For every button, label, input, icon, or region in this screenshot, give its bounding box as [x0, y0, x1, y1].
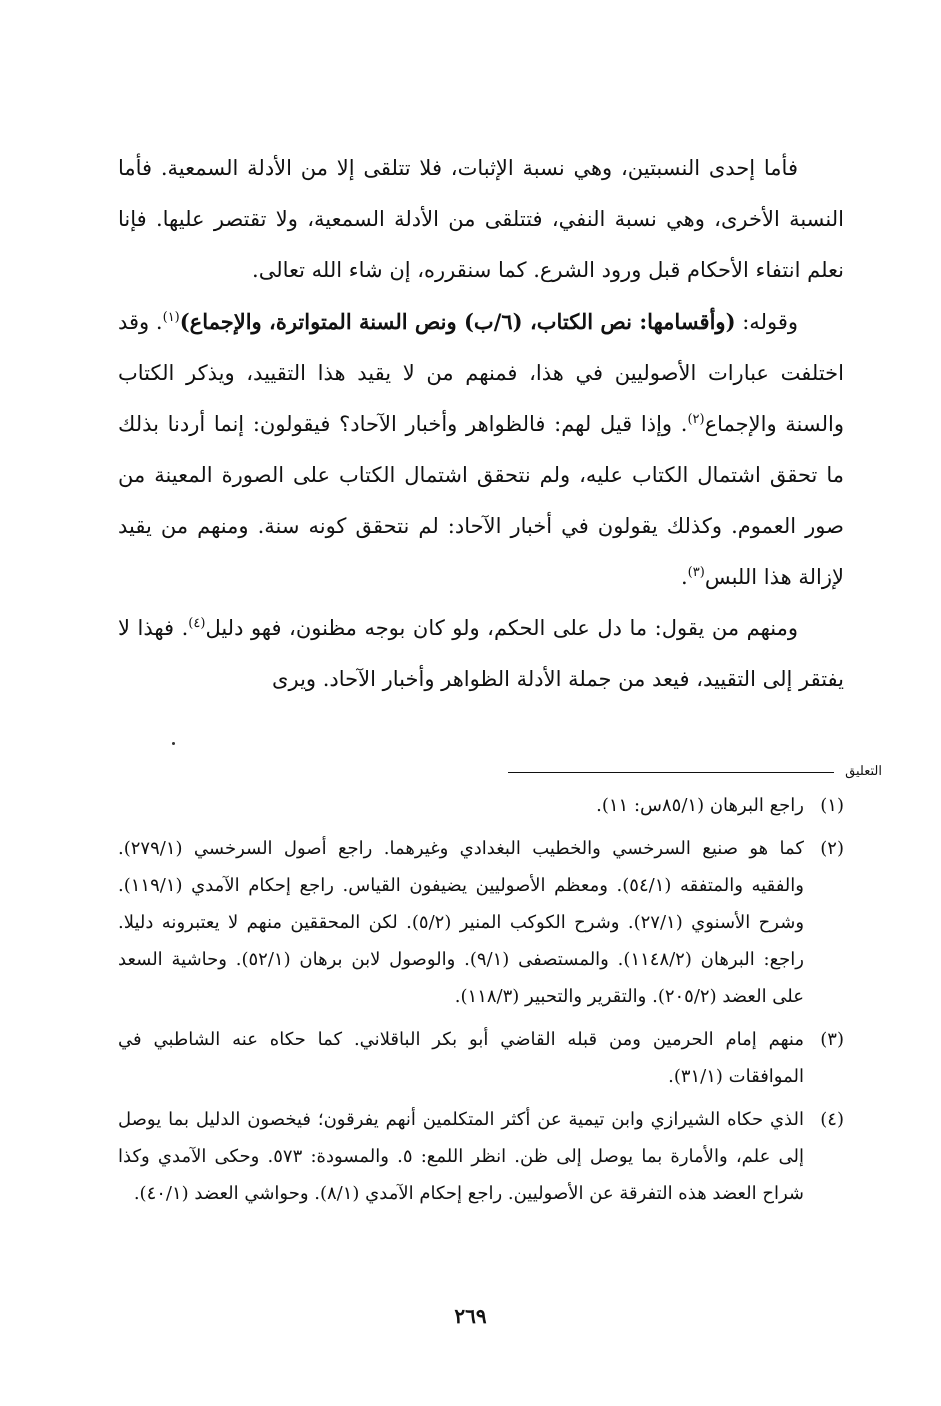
footnote-number: (٣)	[820, 1029, 844, 1050]
print-speck	[172, 742, 175, 745]
footnote-label: التعليق	[845, 764, 882, 779]
footnote-ref-2[interactable]: (٢)	[687, 412, 705, 427]
footnote-ref-1[interactable]: (١)	[162, 310, 180, 325]
paragraph-3-rest: . فهذا لا يفتقر إلى التقييد، فيعد من جملة الأدلة الظواهر وأخبار الآحاد. ويرى	[118, 616, 844, 691]
main-text-body	[118, 143, 844, 705]
footnotes-section	[118, 787, 844, 1218]
footnote-text: راجع البرهان (٨٥/١س: ١١).	[596, 795, 804, 816]
footnote-ref-4[interactable]: (٤)	[188, 616, 206, 631]
paragraph-2-end: .	[680, 565, 688, 589]
paragraph-3-start: ومنهم من يقول: ما دل على الحكم، ولو كان بوجه مظنون، فهو دليل	[205, 616, 799, 640]
paragraph-2-rest: . وإذا قيل لهم: فالظواهر وأخبار الآحاد؟ فيقولون: إنما أردنا بذلك ما تحقق اشتمال الكتاب عليه، ولم نتحقق اشتمال الكتاب على الصورة المعينة من صور العموم. وكذلك يقولون في أخبار الآحاد: لم نتحقق كونه سنة. ومنهم من يقيد لإزالة هذا اللبس	[118, 412, 844, 589]
paragraph-2	[118, 296, 844, 603]
paragraph-3	[118, 603, 844, 705]
footnote-4	[118, 1101, 844, 1212]
footnote-1	[118, 787, 844, 824]
footnote-number: (١)	[820, 795, 844, 816]
paragraph-2-lead: وقوله:	[735, 310, 798, 334]
footnote-text: كما هو صنيع السرخسي والخطيب البغدادي وغيرهما. راجع أصول السرخسي (٢٧٩/١). والفقيه والمتفقه (٥٤/١). ومعظم الأصوليين يضيفون القياس. راجع إحكام الآمدي (١١٩/١). وشرح الأسنوي (٢٧/١). وشرح الكوكب المنير (٥/٢). لكن المحققين منهم لا يعتبرونه دليلا. راجع: البرهان (١١٤٨/٢). والمستصفى (٩/١). والوصول لابن برهان (٥٢/١). وحاشية السعد على العضد (٢٠٥/٢). والتقرير والتحبير (١١٨/٣).	[118, 838, 805, 1007]
footnote-text: الذي حكاه الشيرازي وابن تيمية عن أكثر المتكلمين أنهم يفرقون؛ فيخصون الدليل بما يوصل إلى علم، والأمارة بما يوصل إلى ظن. انظر اللمع: ٥. والمسودة: ٥٧٣. وحكى الآمدي وكذا شراح العضد هذه التفرقة عن الأصوليين. راجع إحكام الآمدي (٨/١). وحواشي العضد (٤٠/١).	[118, 1109, 805, 1204]
footnote-3	[118, 1021, 844, 1095]
page-number: ٢٦٩	[454, 1304, 487, 1328]
quoted-text-bold: (وأقسامها: نص الكتاب، (٦/ب) ونص السنة المتواترة، والإجماع)	[179, 309, 736, 334]
paragraph-2-middle: . وقد اختلفت عبارات الأصوليين في هذا، فمنهم من لا يقيد هذا التقييد، ويذكر الكتاب والسنة والإجماع	[118, 310, 844, 436]
paragraph-1: فأما إحدى النسبتين، وهي نسبة الإثبات، فلا تتلقى إلا من الأدلة السمعية. فأما النسبة الأخرى، وهي نسبة النفي، فتتلقى من الأدلة السمعية، ولا تقتصر عليها. فإنا نعلم انتفاء الأحكام قبل ورود الشرع. كما سنقرره، إن شاء الله تعالى.	[118, 156, 844, 282]
footnote-number: (٤)	[820, 1109, 844, 1130]
footnote-ref-3[interactable]: (٣)	[687, 565, 705, 580]
footnote-rule	[508, 772, 834, 773]
footnote-separator	[118, 762, 882, 782]
footnote-text: منهم إمام الحرمين ومن قبله القاضي أبو بكر الباقلاني. كما حكاه عنه الشاطبي في الموافقات (٣١/١).	[118, 1029, 804, 1087]
footnote-number: (٢)	[820, 838, 844, 859]
footnote-2	[118, 830, 844, 1015]
